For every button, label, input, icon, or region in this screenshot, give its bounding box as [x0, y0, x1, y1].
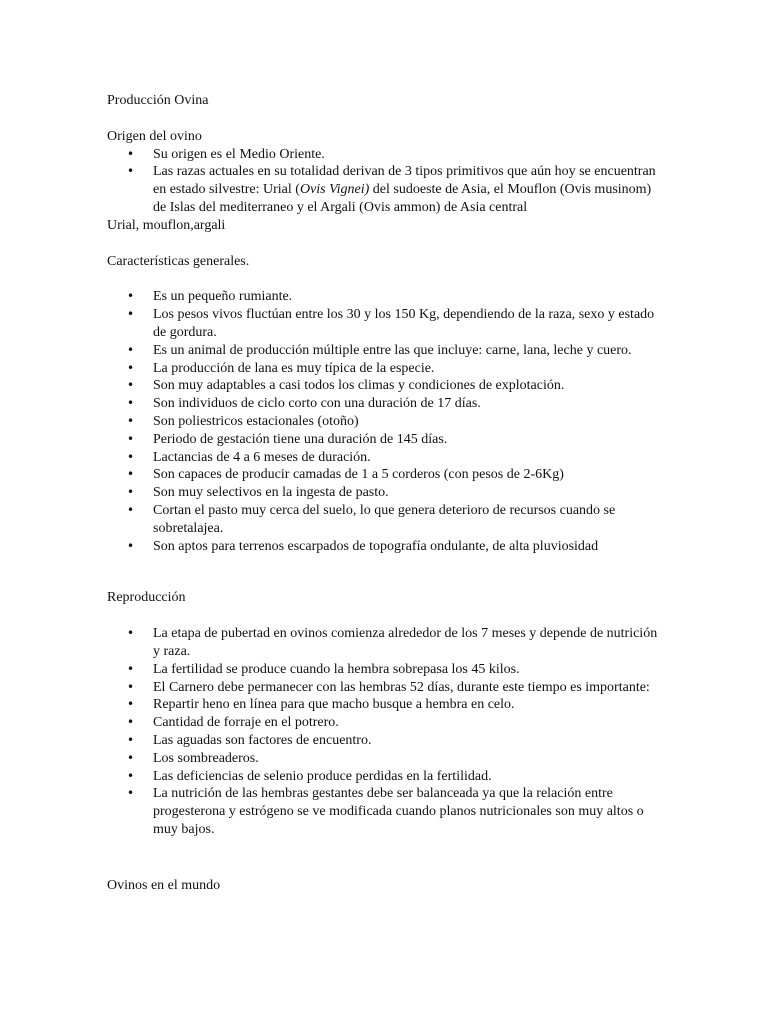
list-item-text: Es un pequeño rumiante. — [153, 289, 293, 305]
list-item-text: Cortan el pasto muy cerca del suelo, lo que genera deterioro de recursos cuando se sobretalajea. — [153, 502, 616, 536]
species-note: Urial, mouflon,argali — [107, 217, 226, 233]
list-item — [107, 449, 667, 467]
list-item — [107, 360, 667, 378]
list-item-text: Periodo de gestación tiene una duración de 145 días. — [153, 431, 448, 447]
bullet-icon: • — [127, 750, 135, 765]
list-item-text: Cantidad de forraje en el potrero. — [153, 715, 339, 731]
bullet-list-caracteristicas — [107, 288, 667, 555]
list-item-text: Las deficiencias de selenio produce perdidas en la fertilidad. — [153, 768, 492, 784]
list-item-text: Las aguadas son factores de encuentro. — [153, 732, 372, 748]
list-item — [107, 377, 667, 395]
section-heading-origen: Origen del ovino — [107, 128, 202, 144]
list-item-text: Son poliestricos estacionales (otoño) — [153, 413, 359, 429]
bullet-list-origen — [107, 146, 667, 217]
section-heading-reproduccion: Reproducción — [107, 590, 186, 606]
list-item-text-part: del sudoeste de Asia, el Mouflon (Ovis musinom) de Islas del mediterraneo y el Argali (Ovis ammon) de Asia central — [153, 182, 652, 215]
list-item — [107, 696, 667, 714]
bullet-icon: • — [127, 146, 135, 161]
list-item-text: Son capaces de producir camadas de 1 a 5 corderos (con pesos de 2-6Kg) — [153, 467, 564, 483]
list-item-text: Son muy selectivos en la ingesta de pasto. — [153, 485, 389, 501]
list-item — [107, 679, 667, 697]
bullet-icon: • — [127, 485, 135, 500]
list-item-text: La etapa de pubertad en ovinos comienza alrededor de los 7 meses y depende de nutrición y raza. — [153, 626, 658, 659]
bullet-icon: • — [127, 289, 135, 304]
list-item-text: Es un animal de producción múltiple entre las que incluye: carne, lana, leche y cuero. — [153, 342, 632, 358]
list-item — [107, 732, 667, 750]
list-item — [107, 484, 667, 502]
list-item-text: El Carnero debe permanecer con las hembras 52 días, durante este tiempo es importante: — [153, 679, 650, 695]
bullet-icon: • — [127, 360, 135, 375]
bullet-icon: • — [127, 502, 135, 517]
list-item-text: La nutrición de las hembras gestantes debe ser balanceada ya que la relación entre progesterona y estrógeno se ve modificada cuando planos nutricionales son muy altos o muy bajos. — [153, 786, 644, 837]
section-origen — [107, 128, 667, 235]
bullet-icon: • — [127, 396, 135, 411]
bullet-list-reproduccion — [107, 625, 667, 839]
list-item-text: La producción de lana es muy típica de la especie. — [153, 360, 435, 376]
list-item-text: Lactancias de 4 a 6 meses de duración. — [153, 449, 371, 465]
document-title: Producción Ovina — [107, 93, 209, 108]
bullet-icon: • — [127, 449, 135, 464]
list-item-text: Son muy adaptables a casi todos los climas y condiciones de explotación. — [153, 378, 565, 394]
section-reproduccion — [107, 589, 667, 838]
bullet-icon: • — [127, 307, 135, 322]
bullet-icon: • — [127, 732, 135, 747]
list-item — [107, 502, 667, 538]
species-name-italic: Ovis Vignei) — [299, 182, 370, 198]
list-item-text: Su origen es el Medio Oriente. — [153, 146, 325, 162]
bullet-icon: • — [127, 661, 135, 676]
list-item-text-part: Las razas actuales en su totalidad derivan de 3 tipos primitivos que aún hoy se encuentran en estado silvestre: Urial ( — [153, 164, 656, 198]
section-caracteristicas — [107, 253, 667, 556]
list-item — [107, 538, 667, 556]
list-item — [107, 768, 667, 786]
section-heading-ovinos-mundo: Ovinos en el mundo — [107, 877, 221, 893]
bullet-icon: • — [127, 467, 135, 482]
list-item-text: La fertilidad se produce cuando la hembra sobrepasa los 45 kilos. — [153, 661, 520, 677]
list-item — [107, 413, 667, 431]
bullet-icon: • — [127, 164, 135, 179]
list-item — [107, 163, 667, 216]
list-item — [107, 431, 667, 449]
bullet-icon: • — [127, 679, 135, 694]
list-item-text: Repartir heno en línea para que macho busque a hembra en celo. — [153, 697, 515, 713]
bullet-icon: • — [127, 342, 135, 357]
list-item — [107, 785, 667, 838]
list-item-text: Los pesos vivos fluctúan entre los 30 y los 150 Kg, dependiendo de la raza, sexo y estado de gordura. — [153, 307, 655, 340]
bullet-icon: • — [127, 768, 135, 783]
bullet-icon: • — [127, 626, 135, 641]
list-item — [107, 661, 667, 679]
bullet-icon: • — [127, 538, 135, 553]
list-item — [107, 342, 667, 360]
list-item — [107, 625, 667, 661]
bullet-icon: • — [127, 715, 135, 730]
list-item-text: Los sombreaderos. — [153, 750, 259, 766]
section-ovinos-mundo — [107, 877, 667, 895]
list-item — [107, 714, 667, 732]
list-item — [107, 288, 667, 306]
list-item — [107, 306, 667, 342]
list-item-text: Son individuos de ciclo corto con una duración de 17 días. — [153, 396, 481, 412]
bullet-icon: • — [127, 431, 135, 446]
document-page — [107, 92, 667, 894]
list-item — [107, 466, 667, 484]
list-item — [107, 395, 667, 413]
list-item-text: Son aptos para terrenos escarpados de topografía ondulante, de alta pluviosidad — [153, 538, 599, 554]
bullet-icon: • — [127, 378, 135, 393]
list-item — [107, 146, 667, 164]
section-heading-caracteristicas: Características generales. — [107, 253, 250, 269]
bullet-icon: • — [127, 786, 135, 801]
bullet-icon: • — [127, 413, 135, 428]
bullet-icon: • — [127, 697, 135, 712]
list-item — [107, 750, 667, 768]
